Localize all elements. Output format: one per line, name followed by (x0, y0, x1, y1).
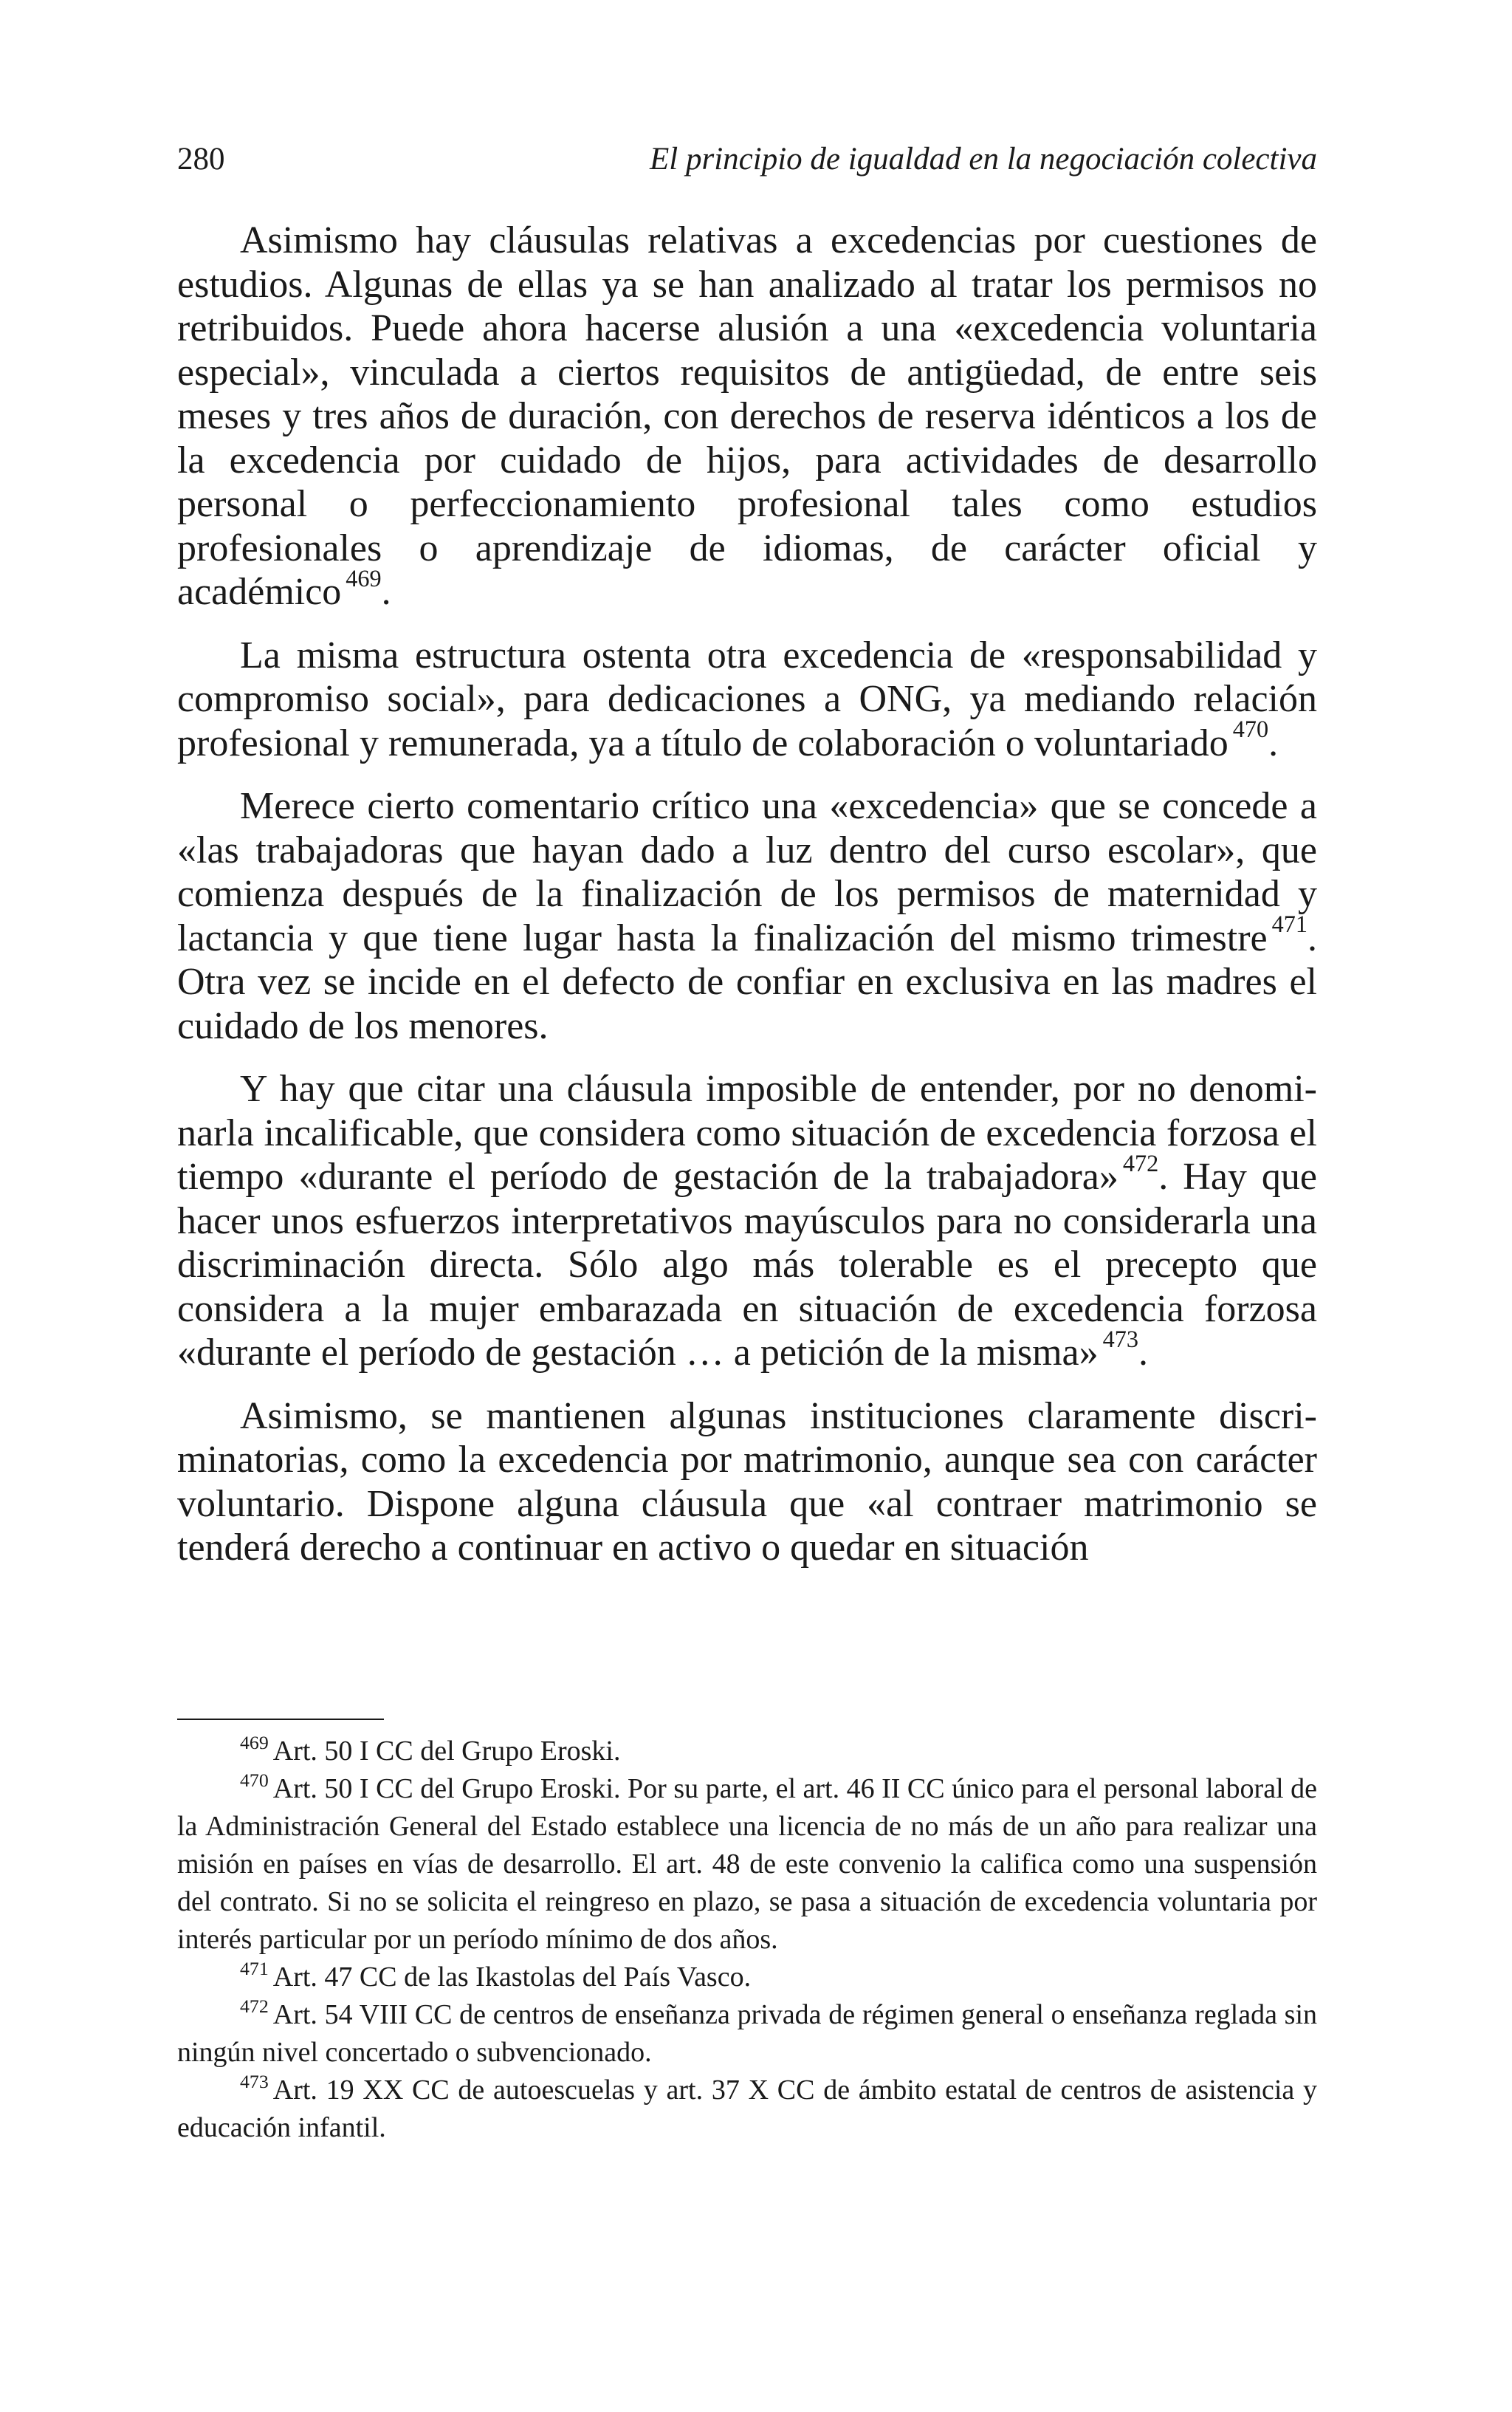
book-page (177, 0, 1317, 2412)
footnote-number: 472 (240, 1995, 269, 2017)
footnote-473 (177, 2072, 1317, 2147)
paragraph-text: Asimismo, se mantienen algunas instituciones claramente discriminatorias, como la excedencia por matrimonio, aunque sea con carácter voluntario. Dispone alguna cláusula que «al contraer matrimonio se tenderá derecho a continuar en activo o quedar en situación (177, 1394, 1317, 1569)
footnote-text: Art. 50 I CC del Grupo Eroski. Por su parte, el art. 46 II CC único para el personal laboral de la Administración General del Estado establece una licencia de no más de un año para realizar una misión en países en vías de desarrollo. El art. 48 de este convenio la califica como una suspensión del contrato. Si no se solicita el reingreso en plazo, se pasa a situación de excedencia voluntaria por interés particular por un período mínimo de dos años. (177, 1773, 1317, 1955)
footnote-471 (177, 1959, 1317, 1996)
running-title: El principio de igualdad en la negociación colectiva (650, 142, 1317, 177)
paragraph-3 (177, 784, 1317, 1048)
paragraph-text-end: . (381, 571, 391, 613)
footnote-470 (177, 1770, 1317, 1959)
footnote-472 (177, 1996, 1317, 2072)
footnote-ref-473[interactable]: 473 (1102, 1325, 1138, 1352)
paragraph-text: Asimismo hay cláusulas relativas a excedencias por cuestiones de estudios. Algunas de ellas ya se han analizado al tratar los permisos no retribuidos. Puede ahora hacerse alusión a una «excedencia voluntaria especial», vinculada a ciertos requisitos de antigüedad, de entre seis meses y tres años de duración, con derechos de reserva idénticos a los de la excedencia por cuidado de hijos, para actividades de desarrollo personal o perfeccionamiento profesional tales como estudios profesionales o aprendizaje de idiomas, de carácter oficial y académico (177, 219, 1317, 613)
footnote-ref-470[interactable]: 470 (1232, 716, 1269, 743)
paragraph-2 (177, 634, 1317, 766)
footnote-number: 470 (240, 1769, 269, 1791)
footnote-number: 469 (240, 1731, 269, 1753)
paragraph-4 (177, 1067, 1317, 1375)
footnote-text: Art. 50 I CC del Grupo Eroski. (272, 1736, 621, 1767)
footnote-text: Art. 47 CC de las Ikastolas del País Vasco. (272, 1962, 752, 1993)
footnote-ref-469[interactable]: 469 (346, 564, 382, 592)
body-text (177, 219, 1317, 1589)
page-number: 280 (177, 142, 225, 177)
paragraph-text-end: . (1138, 1332, 1148, 1374)
footnotes (177, 1733, 1317, 2147)
footnote-separator (177, 1719, 384, 1720)
footnote-469 (177, 1733, 1317, 1770)
paragraph-text: Merece cierto comentario crítico una «excedencia» que se concede a «las trabajadoras que hayan dado a luz dentro del curso escolar», que comienza después de la finalización de los permisos de maternidad y lactancia y que tiene lugar hasta la finalización del mismo trimestre (177, 785, 1317, 959)
paragraph-5 (177, 1394, 1317, 1570)
footnote-text: Art. 19 XX CC de autoescuelas y art. 37 X CC de ámbito estatal de centros de asistencia y educación infantil. (177, 2074, 1317, 2143)
paragraph-1 (177, 219, 1317, 614)
paragraph-text-end: . (1268, 722, 1279, 764)
footnote-number: 471 (240, 1957, 269, 1979)
footnote-ref-471[interactable]: 471 (1271, 911, 1307, 938)
paragraph-text-end: . Otra vez se incide en el defecto de confiar en exclusiva en las madres el cuidado de los menores. (177, 917, 1317, 1047)
footnote-text: Art. 54 VIII CC de centros de enseñanza privada de régimen general o enseñanza reglada sin ningún nivel concertado o subvencionado. (177, 1999, 1317, 2068)
footnote-ref-472[interactable]: 472 (1122, 1149, 1159, 1176)
paragraph-text: La misma estructura ostenta otra excedencia de «responsabilidad y compromiso social», para dedicaciones a ONG, ya mediando relación profesional y remunerada, ya a título de colaboración o voluntariado (177, 634, 1317, 764)
running-head (177, 137, 1317, 182)
paragraph-text: Y hay que citar una cláusula imposible de entender, por no denominarla incalificable, que considera como situación de excedencia forzosa el tiempo «durante el período de gestación de la trabajadora» (177, 1068, 1317, 1198)
footnote-number: 473 (240, 2070, 269, 2092)
paragraph-text-middle: . Hay que hacer unos esfuerzos interpretativos mayúsculos para no considerarla una discriminación directa. Sólo algo más tolerable es el precepto que considera a la mujer embarazada en situación de excedencia forzosa «durante el período de gestación … a petición de la misma» (177, 1156, 1318, 1374)
